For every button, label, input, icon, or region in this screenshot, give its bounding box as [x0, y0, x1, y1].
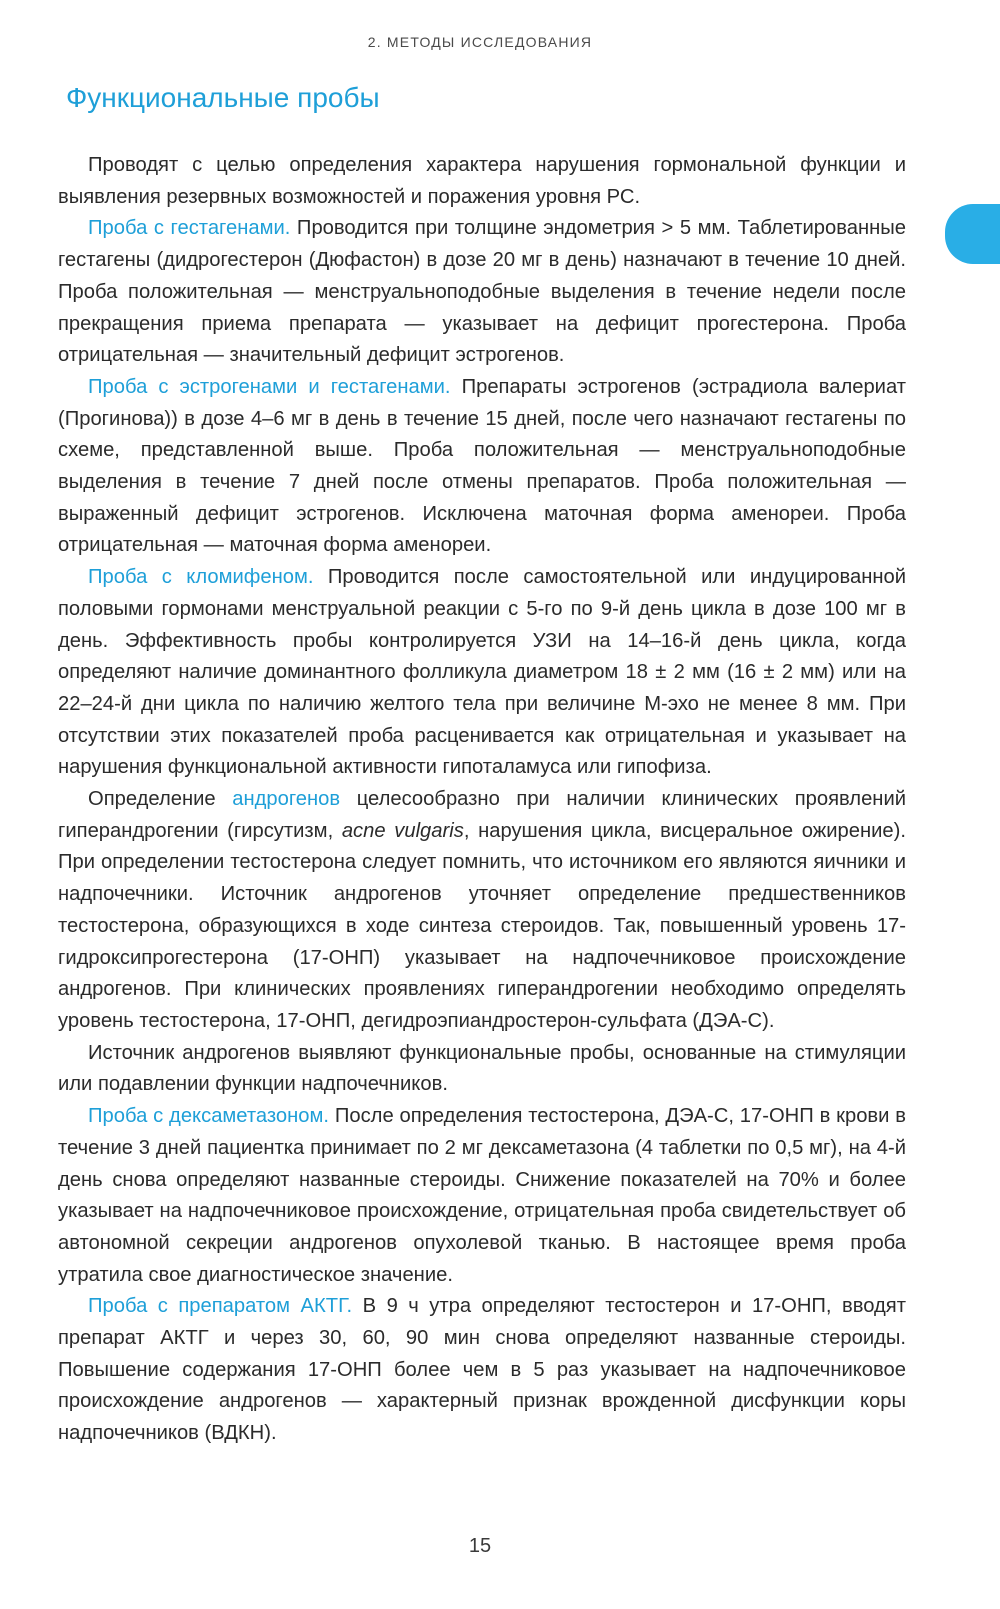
paragraph-estrogen-gestagen-test [58, 372, 906, 562]
paragraph-text: В 9 ч утра определяют тестостерон и 17-ОНП, вводят препарат АКТГ и через 30, 60, 90 мин снова определяют названные стероиды. Повышение содержания 17-ОНП более чем в 5 раз указывает на надпочечниковое происхождение андрогенов — характерный признак врожденной дисфункции коры надпочечников (ВДКН). [58, 1295, 906, 1445]
paragraph-dexamethasone-test [58, 1101, 906, 1291]
term-dexamethasone-test: Проба с дексаметазоном. [88, 1105, 330, 1128]
term-acne-vulgaris: acne vulgaris [341, 819, 464, 842]
page-title: Функциональные пробы [66, 82, 380, 113]
term-androgens: андрогенов [232, 788, 341, 811]
term-gestagen-test: Проба с гестагенами. [88, 217, 291, 240]
paragraph-text: После определения тестостерона, ДЭА-С, 17-ОНП в крови в течение 3 дней пациентка принимает по 2 мг дексаметазона (4 таблетки по 0,5 мг), на 4-й день снова определяют названные стероиды. Снижение показателей на 70% и более указывает на надпочечниковое происхождение, отрицательная проба свидетельствует об автономной секреции андрогенов опухолевой тканью. В настоящее время проба утратила свое диагностическое значение. [58, 1105, 906, 1286]
paragraph-intro [58, 150, 906, 213]
running-header: 2. МЕТОДЫ ИССЛЕДОВАНИЯ [367, 34, 593, 50]
paragraph-text: Источник андрогенов выявляют функциональные пробы, основанные на стимуляции или подавлении функции надпочечников. [58, 1041, 906, 1096]
paragraph-text: , нарушения цикла, висцеральное ожирение). При определении тестостерона следует помнить, что источником его являются яичники и надпочечники. Источник андрогенов уточняет определение предшественников тестостерона, образующихся в ходе синтеза стероидов. Так, повышенный уровень 17-гидроксипрогестерона (17-ОНП) указывает на надпочечниковое происхождение андрогенов. При клинических проявлениях гиперандрогении необходимо определять уровень тестостерона, 17-ОНП, дегидроэпиандростерон-сульфата (ДЭА-С). [58, 819, 906, 1032]
paragraph-gestagen-test [58, 213, 906, 372]
paragraph-text: Проводят с целью определения характера нарушения гормональной функции и выявления резервных возможностей и поражения уровня РС. [58, 154, 906, 208]
paragraph-text: Проводится при толщине эндометрия > 5 мм. Таблетированные гестагены (дидрогестерон (Дюфастон) в дозе 20 мг в день) назначают в течение 10 дней. Проба положительная — менструальноподобные выделения в течение недели после прекращения приема препарата — указывает на дефицит прогестерона. Проба отрицательная — значительный дефицит эстрогенов. [58, 217, 906, 367]
page-number: 15 [468, 1535, 492, 1557]
paragraph-text: Проводится после самостоятельной или индуцированной половыми гормонами менструальной реакции с 5-го по 9-й день цикла в дозе 100 мг в день. Эффективность пробы контролируется УЗИ на 14–16-й день цикла, когда определяют наличие доминантного фолликула диаметром 18 ± 2 мм (16 ± 2 мм) или на 22–24-й дни цикла по наличию желтого тела при величине М-эхо не менее 8 мм. При отсутствии этих показателей проба расценивается как отрицательная и указывает на нарушения функциональной активности гипоталамуса или гипофиза. [58, 566, 907, 779]
paragraph-text: Определение [88, 788, 233, 811]
term-estrogen-gestagen-test: Проба с эстрогенами и гестагенами. [88, 375, 451, 398]
paragraph-text: целесообразно при наличии клинических проявлений гиперандрогении (гирсутизм, [58, 788, 907, 842]
body-text [58, 150, 906, 1450]
paragraph-text: Препараты эстрогенов (эстрадиола валериат (Прогинова)) в дозе 4–6 мг в день в течение 15 дней, после чего назначают гестагены по схеме, представленной выше. Проба положительная — менструальноподобные выделения в течение 7 дней после отмены препаратов. Проба положительная — выраженный дефицит эстрогенов. Исключена маточная форма аменореи. Проба отрицательная — маточная форма аменореи. [58, 375, 906, 557]
term-acth-test: Проба с препаратом АКТГ. [88, 1295, 353, 1318]
paragraph-androgen-source [58, 1038, 906, 1101]
paragraph-acth-test [58, 1291, 906, 1450]
term-clomiphene-test: Проба с кломифеном. [88, 566, 314, 589]
paragraph-androgens [58, 784, 906, 1038]
chapter-tab-marker [945, 204, 1000, 264]
paragraph-clomiphene-test [58, 562, 906, 784]
